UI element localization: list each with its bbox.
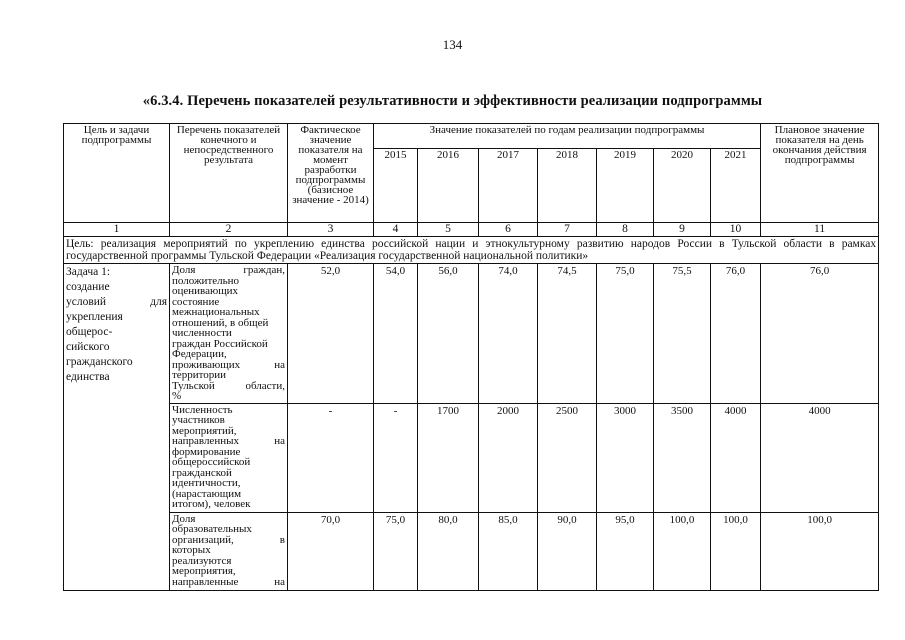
task-line: условий для [66,296,167,308]
indicator-line: гражданской [172,466,232,479]
goal-text: Цель: реализация мероприятий по укреплению единства российской нации и этнокультурному развитию народов России в Тульской области в рамках государственной программы Тульской Федерации «Реализация государственной национальной политики» [64,237,879,264]
year-value: 2000 [479,403,538,512]
task-line: Задача 1: [66,266,111,278]
year-value: 90,0 [538,512,597,590]
year-value: 4000 [711,403,761,512]
year-value: 1700 [418,403,479,512]
year-value: 54,0 [374,264,418,404]
indicator-line: Тульской области, [172,379,285,392]
indicator-line: реализуются [172,554,232,567]
year-value: 75,0 [597,264,654,404]
goal-row [64,237,879,264]
table-row [64,403,879,512]
header-indicators: Перечень показателей конечного и непосредственного результата [170,124,288,223]
task-line: сийского [66,341,110,353]
indicator-line: организаций, в [172,533,285,546]
year-value: 74,0 [479,264,538,404]
indicator-line: положительно [172,274,240,287]
year-value: 100,0 [711,512,761,590]
year-value: 2500 [538,403,597,512]
indicator-cell [170,403,288,512]
column-number: 6 [479,223,538,237]
column-number: 5 [418,223,479,237]
year-value: 76,0 [711,264,761,404]
indicator-line: численности [172,327,232,339]
indicator-line: Численность [172,403,233,416]
indicator-cell [170,512,288,590]
year-2017: 2017 [479,149,538,223]
indicator-line: общероссийской [172,456,251,468]
base-value: 52,0 [288,264,374,404]
year-value: 80,0 [418,512,479,590]
task-line: укрепления [66,311,123,323]
indicator-line: % [172,390,182,402]
header-years-group: Значение показателей по годам реализации подпрограммы [374,124,761,149]
indicator-cell [170,264,288,404]
task-line: единства [66,371,110,383]
indicator-line: Доля [172,512,196,525]
planned-value: 76,0 [761,264,879,404]
indicator-line: состояние [172,295,220,308]
header-row [64,124,879,149]
indicator-line: территории [172,369,227,381]
year-value: 75,0 [374,512,418,590]
header-actual: Фактическое значение показателя на момент разработки подпрограммы (базисное значение - 2014) [288,124,374,223]
task-line: общерос- [66,326,113,338]
year-value: 74,5 [538,264,597,404]
task-line: создание [66,281,110,293]
header-planned: Плановое значение показателя на день окончания действия подпрограммы [761,124,879,223]
column-number: 4 [374,223,418,237]
table-row [64,264,879,404]
indicator-line: итогом), человек [172,498,251,510]
indicator-line: мероприятий, [172,424,237,437]
year-value: 56,0 [418,264,479,404]
planned-value: 100,0 [761,512,879,590]
header-goal: Цель и задачи подпрограммы [64,124,170,223]
column-number-row [64,223,879,237]
column-number: 7 [538,223,597,237]
year-2015: 2015 [374,149,418,223]
year-value: 95,0 [597,512,654,590]
indicator-line: проживающих на [172,358,285,371]
column-number: 8 [597,223,654,237]
indicator-line: формирование [172,445,241,458]
section-title: «6.3.4. Перечень показателей результативности и эффективности реализации подпрограммы [142,93,763,109]
year-2018: 2018 [538,149,597,223]
indicator-line: которых [172,544,211,556]
indicator-line: идентичности, [172,477,241,489]
year-value: 85,0 [479,512,538,590]
column-number: 1 [64,223,170,237]
task-cell [64,264,170,591]
year-value: 3000 [597,403,654,512]
task-line: гражданского [66,356,133,368]
column-number: 2 [170,223,288,237]
table-row [64,512,879,590]
year-2020: 2020 [654,149,711,223]
column-number: 10 [711,223,761,237]
column-number: 11 [761,223,879,237]
indicator-line: (нарастающим [172,487,242,500]
column-number: 9 [654,223,711,237]
year-value: 3500 [654,403,711,512]
page-number: 134 [442,37,463,52]
year-value: 100,0 [654,512,711,590]
base-value: 70,0 [288,512,374,590]
indicator-line: отношений, в общей [172,316,269,329]
column-number: 3 [288,223,374,237]
year-2021: 2021 [711,149,761,223]
indicator-line: мероприятия, [172,565,236,577]
indicator-line: участников [172,414,225,426]
indicator-line: направленных на [172,435,285,447]
planned-value: 4000 [761,403,879,512]
indicators-table [63,123,879,591]
indicator-line: Доля граждан, [172,264,285,276]
year-2016: 2016 [418,149,479,223]
indicator-line: граждан Российской [172,337,268,350]
base-value: - [288,403,374,512]
year-value: 75,5 [654,264,711,404]
indicator-line: Федерации, [172,348,227,360]
indicator-line: направленные на [172,575,285,588]
indicator-line: межнациональных [172,306,260,318]
indicator-line: оценивающих [172,285,239,297]
year-2019: 2019 [597,149,654,223]
year-value: - [374,403,418,512]
indicator-line: образовательных [172,523,252,535]
